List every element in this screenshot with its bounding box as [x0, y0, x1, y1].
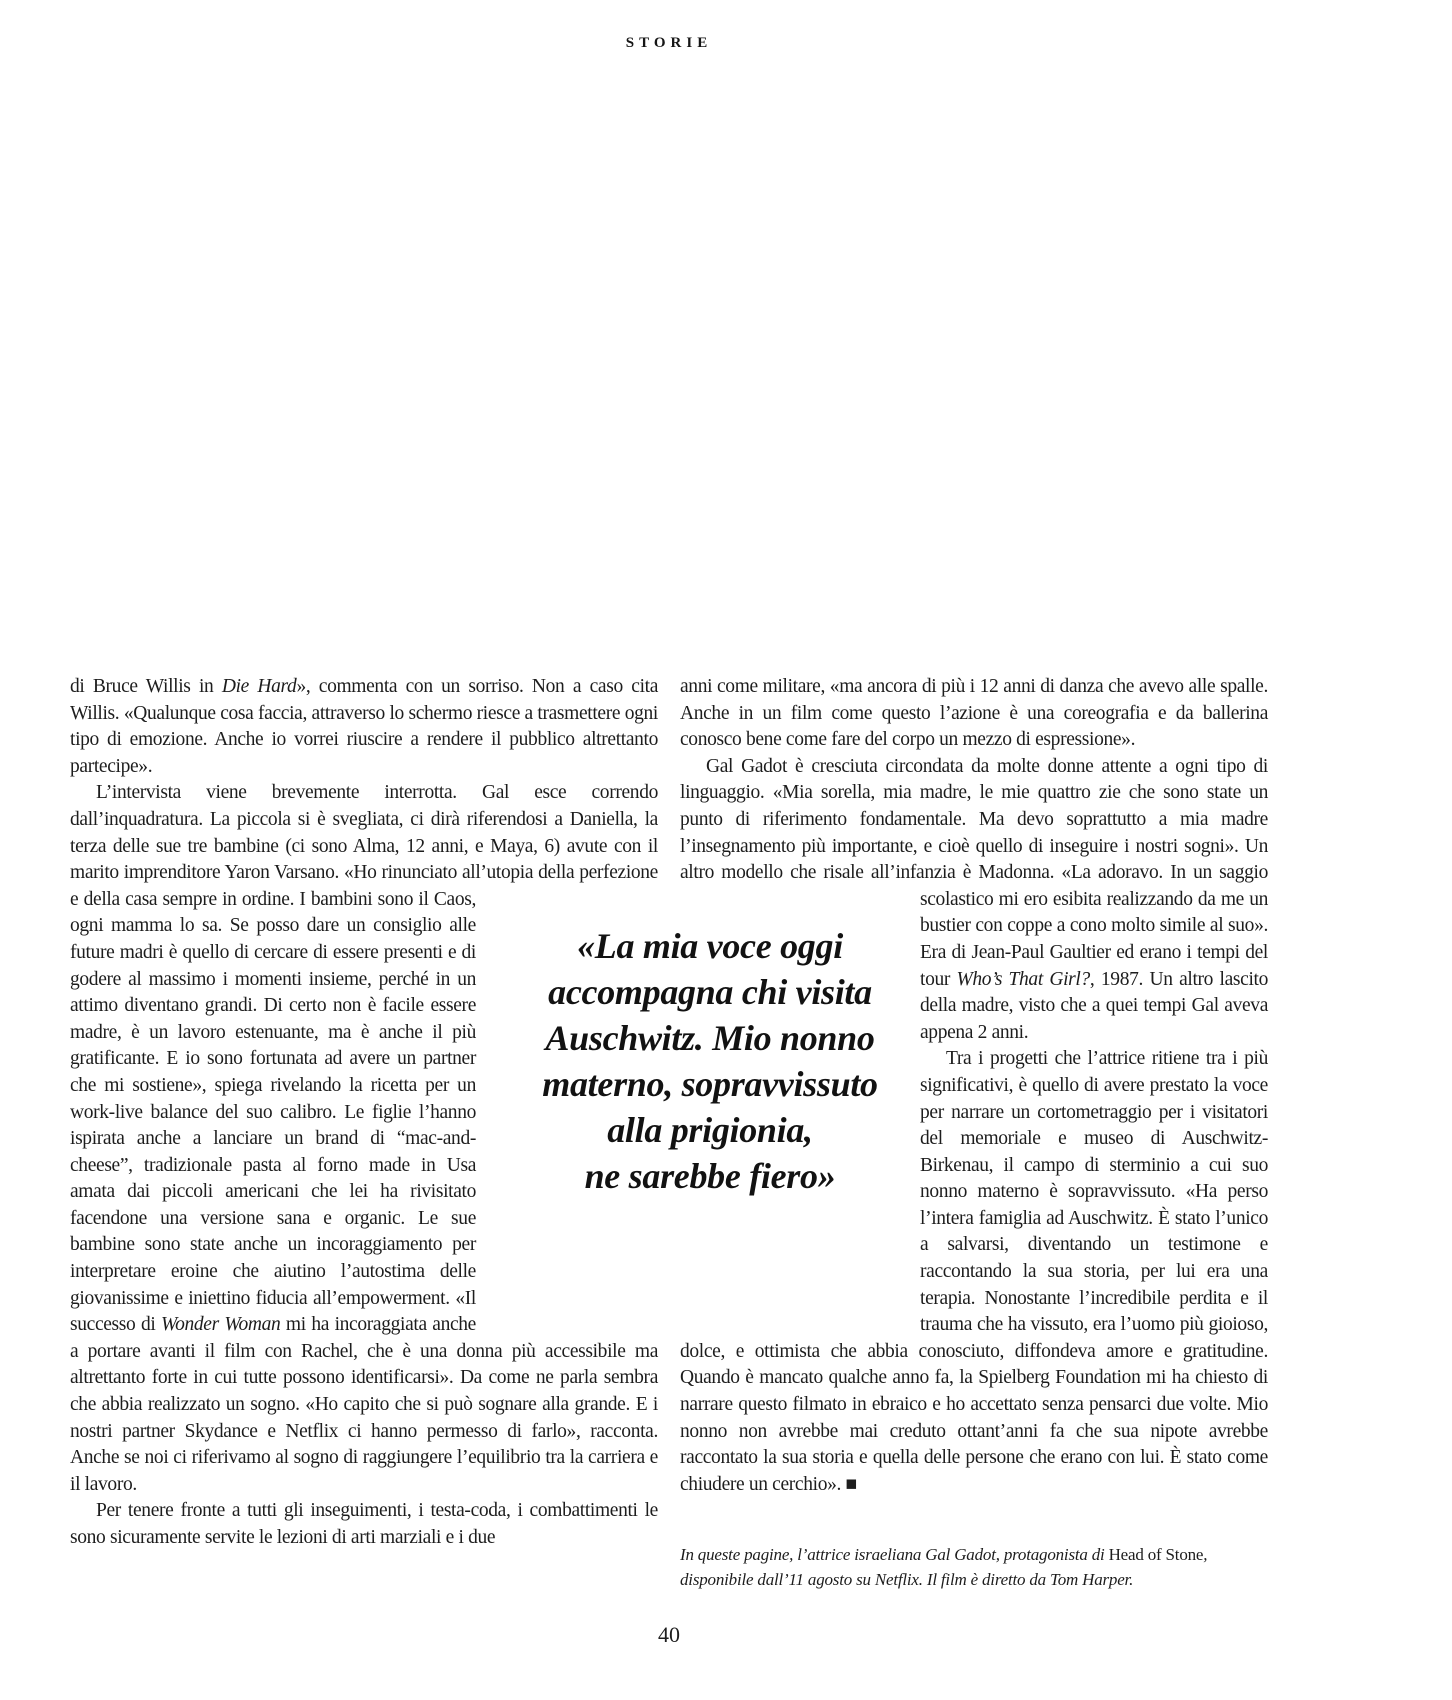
text-run: mi ha incoraggiata anche a portare avanti il film con Rachel, che è una donna più accessibile ma altrettanto forte in cui tutte possono identificarsi». Da come ne parla sembra che abbia realizzato un sogno. «Ho capito che si può sognare alla grande. E i nostri partner Skydance e Netflix ci hanno permesso di farlo», racconta. Anche se noi ci riferivamo al sogno di raggiungere l’equilibrio tra la carriera e il lavoro. [70, 1314, 658, 1495]
text-run: Who’s That Girl? [956, 968, 1090, 990]
text-run: , disponibile dall’11 agosto su Netflix. Il film è diretto da Tom Harper. [680, 1545, 1208, 1589]
section-header: STORIE [625, 35, 713, 51]
text-run: , 1987. Un altro lascito della madre, visto che a quei tempi Gal aveva appena 2 anni. [920, 968, 1269, 1043]
article-paragraph [680, 674, 1268, 754]
pull-quote-line: «La mia voce oggi [577, 926, 843, 966]
text-run: Per tenere fronte a tutti gli inseguimenti, i testa-coda, i combattimenti le sono sicuramente servite le lezioni di arti marziali e i due [70, 1500, 658, 1548]
text-run: me un bustier con coppe a cono molto simile al suo». Era di Jean-Paul Gaultier ed erano i tempi del tour [920, 888, 1268, 990]
pull-quote-line: ne sarebbe fiero» [584, 1156, 836, 1196]
page-footer [70, 1622, 1268, 1648]
masthead [70, 34, 1268, 52]
page-number: 40 [658, 1622, 680, 1647]
pull-quote-line: accompagna chi visita [548, 972, 872, 1012]
text-run: In queste pagine, l’attrice israeliana Gal Gadot, protagonista di [680, 1545, 1109, 1564]
text-run: Tra i progetti che l’attrice ritiene tra i più significativi, è quello di avere prestato la voce per narrare un cortometraggio per i visitatori del memoriale e museo di Auschwitz-Birkenau, il campo di sterminio a cui suo nonno materno è sopravvissuto. «Ha perso l’intera famiglia ad Auschwitz. È stato l’unico a salvarsi, diventando un testimone e raccontando la sua storia, per lui era una terapia. Nonostante l’incredibile perdita e il trauma che ha vissuto, era l’uomo più gioioso, dolce, e ottimista che abbia conosciuto, diffondeva amore e gratitudine. Quando è mancato qualche anno fa, la Spielberg Foundation mi ha chiesto di narrare questo filmato in ebraico e ho accettato senza pensarci due volte. Mio nonno non avrebbe mai creduto ottant’anni fa che sua nipote avrebbe raccontato la sua storia e quella delle persone che erano con lui. È stato come chiudere un cerchio». ■ [680, 1048, 1268, 1495]
text-run: ogni mamma lo sa. Se posso dare un consiglio alle future madri è quello di cercare di essere presenti e di godere al massimo i momenti insieme, perché in un attimo diventano grandi. Di certo non è facile essere madre, è un lavoro estenuante, ma è anche il più gratificante. E io sono fortunata ad avere un partner che mi sostiene», spiega rivelando la ricetta per un work-live balance del suo calibro. Le figlie l’hanno ispirata anche a lanciare un brand di “mac-and-cheese”, tradizionale pasta al forno made in Usa amata dai piccoli americani che lei ha rivisitato facendone una versione sana e organic. Le sue bambine sono state anche un incoraggiamento per interpretare eroine che aiutino l’autostima delle giovanissime e iniettino fiducia all’empowerment. «Il successo di [70, 915, 476, 1336]
pull-quote-line: alla prigionia, [607, 1110, 813, 1150]
text-run: L’intervista viene brevemente interrotta. Gal esce correndo dall’inquadratura. La piccola si è svegliata, ci dirà riferendosi a Daniella, la terza delle sue tre bambine (ci sono Alma, 12 anni, e Maya, 6) avute con il marito imprenditore Yaron Varsano. «Ho rinunciato all’utopia della perfezione e della casa sempre in ordine. I bambini sono il Caos, [70, 782, 658, 910]
pull-quote-line: materno, sopravvissuto [542, 1064, 878, 1104]
text-run: Gal Gadot è cresciuta circondata da molte donne attente a ogni tipo di linguaggio. «Mia sorella, mia madre, le mie quattro zie che sono state un punto di riferimento fondamentale. Ma devo soprattutto a mia madre l’insegnamento più importante, e cioè quello di inseguire i nostri sogni». Un altro modello che risale all’infanzia è Madonna. «La adoravo. In un saggio scolastico mi ero esibita realizzando da [680, 755, 1268, 910]
article-paragraph [70, 674, 658, 780]
photo-caption [680, 1542, 1268, 1592]
text-run: Wonder Woman [160, 1314, 281, 1336]
text-run: anni come militare, «ma ancora di più i 12 anni di danza che avevo alle spalle. Anche in un film come questo l’azione è una coreografia e da ballerina conosco bene come fare del corpo un mezzo di espressione». [680, 676, 1268, 751]
text-run: Die Hard [221, 676, 297, 697]
text-run: di Bruce Willis in [70, 676, 222, 697]
article-paragraph [70, 1498, 658, 1551]
text-run: », commenta con un sorriso. Non a caso cita Willis. «Qualunque cosa faccia, attraverso lo schermo riesce a trasmettere ogni tipo di emozione. Anche io vorrei riuscire a rendere il pubblico altrettanto partecipe». [70, 676, 659, 777]
pull-quote-line: Auschwitz. Mio nonno [545, 1018, 875, 1058]
text-run: Head of Stone [1108, 1545, 1204, 1564]
pull-quote [500, 923, 920, 1199]
